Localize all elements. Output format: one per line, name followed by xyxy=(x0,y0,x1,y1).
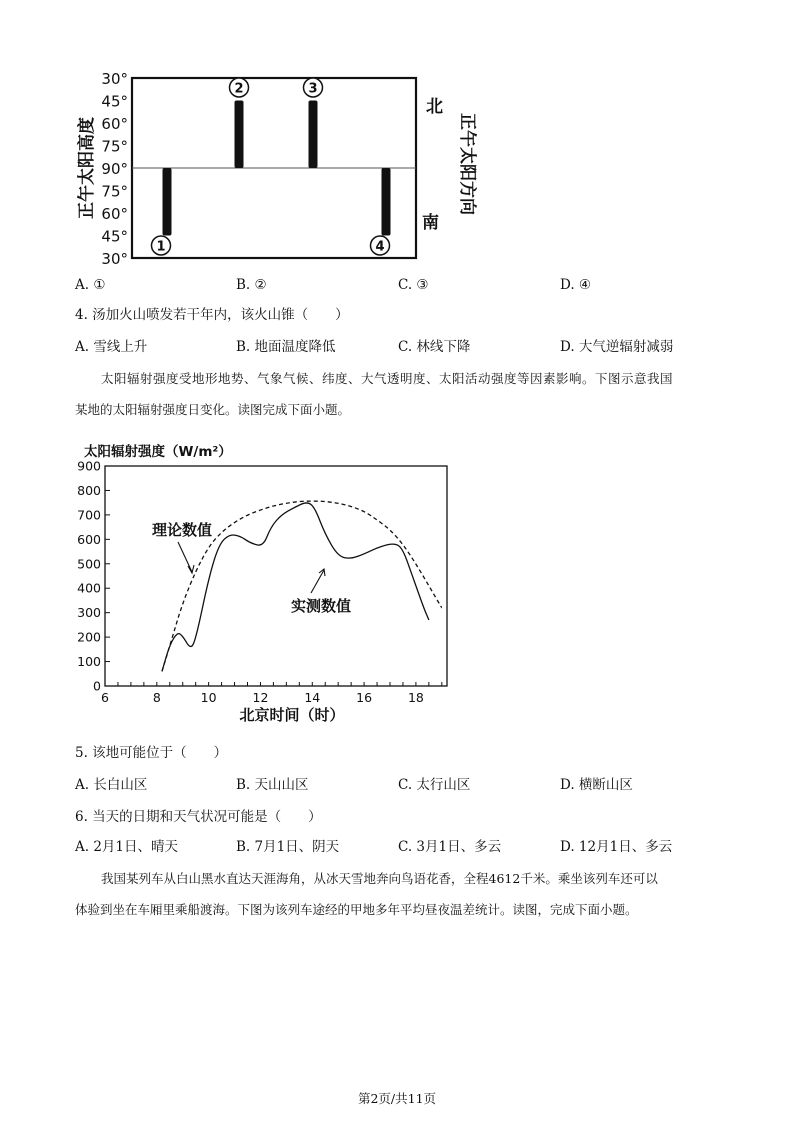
sun-tick-label: 90° xyxy=(101,160,128,178)
x-tick-label: 8 xyxy=(152,690,161,705)
y-tick-label: 700 xyxy=(77,507,101,523)
sun-bar-1 xyxy=(163,168,172,236)
q4-stem: 4. 汤加火山喷发若干年内，该火山锥（ ） xyxy=(75,307,349,323)
y-tick-label: 300 xyxy=(77,605,101,621)
annotation-measured: 实测数值 xyxy=(291,597,352,615)
sun-bar-4 xyxy=(382,168,391,236)
sun-bar-2 xyxy=(235,101,244,169)
train-intro xyxy=(75,870,735,919)
sun-bar-marker-label: 4 xyxy=(375,239,385,255)
x-tick-label: 10 xyxy=(200,690,217,705)
sun-tick-label: 60° xyxy=(101,115,128,133)
q3-option-d[interactable]: D. ④ xyxy=(560,277,592,293)
q5-option-a[interactable]: A. 长白山区 xyxy=(75,777,148,793)
y-tick-label: 100 xyxy=(77,654,101,670)
sun-tick-label: 75° xyxy=(101,182,128,201)
radiation-intro-line-1: 太阳辐射强度受地形地势、气象气候、纬度、大气透明度、太阳活动强度等因素影响。下图示意我国 xyxy=(101,371,674,386)
north-label: 北 xyxy=(426,97,443,117)
q5-stem: 5. 该地可能位于（ ） xyxy=(75,745,228,761)
sun-tick-label: 30° xyxy=(101,250,128,268)
x-tick-label: 18 xyxy=(407,690,424,705)
q5-option-c[interactable]: C. 太行山区 xyxy=(398,777,471,793)
q6-option-d[interactable]: D. 12月1日、多云 xyxy=(560,839,673,855)
solar-radiation-chart xyxy=(70,438,460,728)
q4-option-c[interactable]: C. 林线下降 xyxy=(398,339,471,355)
q4-option-a[interactable]: A. 雪线上升 xyxy=(75,339,148,355)
q3-option-a[interactable]: A. ① xyxy=(75,277,106,293)
annotation-theory: 理论数值 xyxy=(152,521,213,539)
q3-option-c[interactable]: C. ③ xyxy=(398,277,429,293)
train-intro-line-2: 体验到坐在车厢里乘船渡海。下图为该列车途经的甲地多年平均昼夜温差统计。读图，完成下面小题。 xyxy=(75,902,638,917)
sun-tick-label: 75° xyxy=(101,137,128,156)
sun-tick-label: 30° xyxy=(101,70,128,88)
y-tick-label: 900 xyxy=(77,458,101,474)
page-footer: 第2页/共11页 xyxy=(357,1091,437,1106)
sun-bar-marker-label: 3 xyxy=(308,81,318,97)
x-tick-label: 6 xyxy=(101,690,109,705)
y-tick-label: 800 xyxy=(77,482,101,498)
sun-bar-3 xyxy=(309,101,318,169)
right-axis-title: 正午太阳方向 xyxy=(457,113,477,215)
q4-option-b[interactable]: B. 地面温度降低 xyxy=(236,339,336,355)
q4-option-d[interactable]: D. 大气逆辐射减弱 xyxy=(560,339,674,355)
y-tick-label: 0 xyxy=(93,678,101,694)
y-tick-label: 200 xyxy=(77,629,101,645)
y-tick-label: 600 xyxy=(77,531,101,547)
plot-frame xyxy=(105,466,447,686)
sun-tick-label: 60° xyxy=(101,205,128,223)
x-tick-label: 14 xyxy=(304,690,321,705)
sun-tick-label: 45° xyxy=(101,92,128,111)
sun-tick-label: 45° xyxy=(101,227,128,246)
arrow-measured xyxy=(311,570,324,593)
x-axis-label: 北京时间（时） xyxy=(239,706,345,724)
q5-option-b[interactable]: B. 天山山区 xyxy=(236,777,309,793)
radiation-intro-line-2: 某地的太阳辐射强度日变化。读图完成下面小题。 xyxy=(75,402,351,417)
q6-option-a[interactable]: A. 2月1日、晴天 xyxy=(75,839,179,855)
q6-option-b[interactable]: B. 7月1日、阴天 xyxy=(236,839,340,855)
chart-title: 太阳辐射强度（W/m²） xyxy=(84,444,232,460)
sun-bar-marker-label: 1 xyxy=(156,239,166,255)
arrow-theory xyxy=(178,542,192,572)
left-axis-title: 正午太阳高度 xyxy=(77,117,97,219)
q3-option-b[interactable]: B. ② xyxy=(236,277,267,293)
x-tick-label: 16 xyxy=(356,690,373,705)
q5-option-d[interactable]: D. 横断山区 xyxy=(560,777,633,793)
x-tick-label: 12 xyxy=(252,690,269,705)
radiation-intro xyxy=(75,370,725,419)
south-label: 南 xyxy=(422,213,439,233)
sun-altitude-chart xyxy=(70,68,477,268)
y-tick-label: 500 xyxy=(77,556,101,572)
q6-stem: 6. 当天的日期和天气状况可能是（ ） xyxy=(75,809,322,825)
q6-option-c[interactable]: C. 3月1日、多云 xyxy=(398,839,502,855)
y-tick-label: 400 xyxy=(77,580,101,596)
train-intro-line-1: 我国某列车从白山黑水直达天涯海角，从冰天雪地奔向鸟语花香，全程4612千米。乘坐该列车还可以 xyxy=(101,871,658,886)
sun-bar-marker-label: 2 xyxy=(234,81,244,97)
